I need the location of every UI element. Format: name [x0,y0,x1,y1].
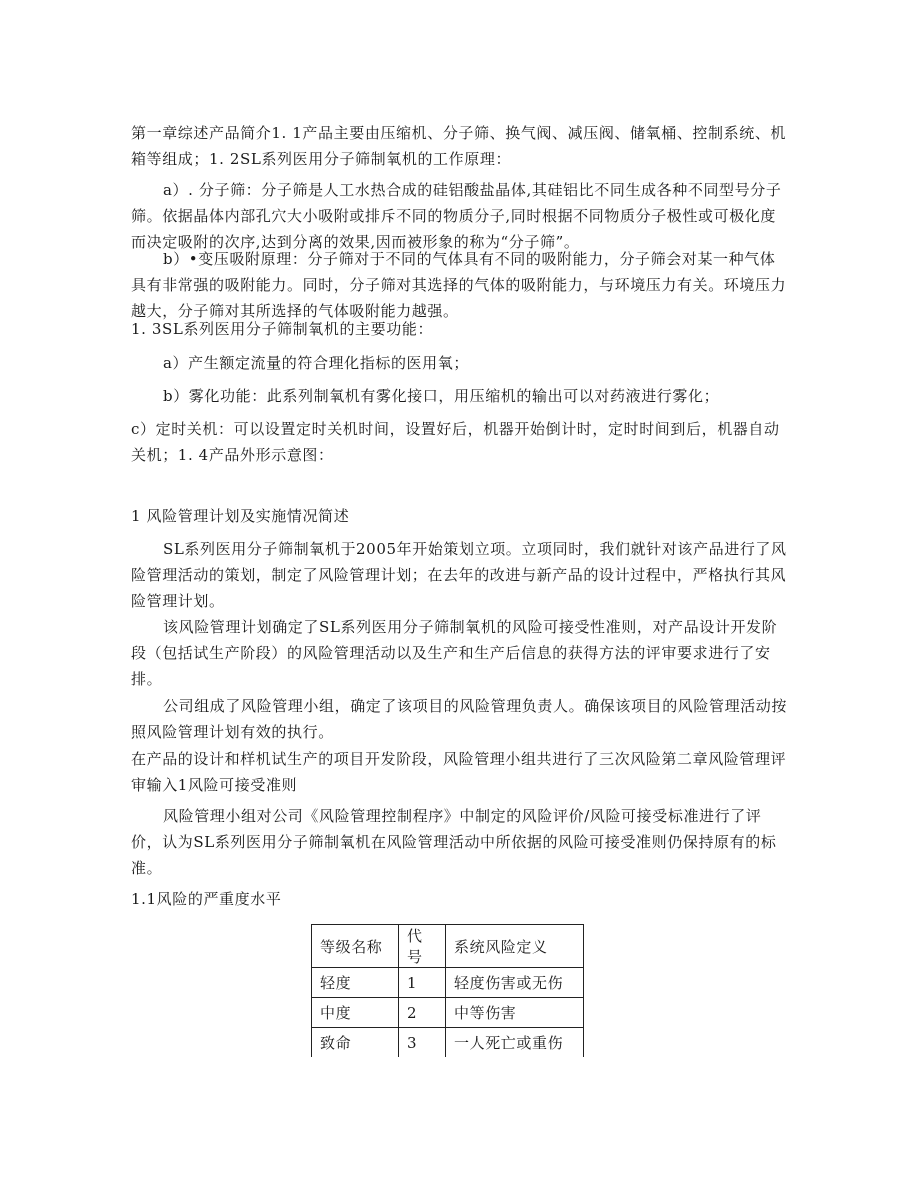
severity-table [311,924,584,1057]
molecular-sieve-paragraph: a）. 分子筛：分子筛是人工水热合成的硅铝酸盐晶体,其硅铝比不同生成各种不同型号分子筛。依据晶体内部孔穴大小吸附或排斥不同的物质分子,同时根据不同物质分子极性或可极化度而决定吸附的次序,达到分离的效果,因而被形象的称为“分子筛”。 [131,181,782,251]
table-row [312,968,584,998]
table-cell: 致命 [312,1028,399,1058]
function-b: b）雾化功能：此系列制氧机有雾化接口，用压缩机的输出可以对药液进行雾化； [163,387,720,405]
function-a: a）产生额定流量的符合理化指标的医用氧； [163,354,469,372]
table-cell: 3 [399,1028,446,1058]
table-header-cell: 系统风险定义 [446,925,584,968]
risk-plan-paragraph-1: SL系列医用分子筛制氧机于2005年开始策划立项。立项同时，我们就针对该产品进行了风险管理活动的策划，制定了风险管理计划；在去年的改进与新产品的设计过程中，严格执行其风险管理计划。 [131,540,787,610]
main-functions-heading: 1. 3SL系列医用分子筛制氧机的主要功能： [131,320,434,338]
table-header-cell: 代号 [399,925,446,968]
table-header-cell: 等级名称 [312,925,399,968]
risk-criteria-paragraph: 风险管理小组对公司《风险管理控制程序》中制定的风险评价/风险可接受标准进行了评价，认为SL系列医用分子筛制氧机在风险管理活动中所依据的风险可接受准则仍保持原有的标准。 [131,807,777,877]
section-heading-risk-plan: 1 风险管理计划及实施情况简述 [131,507,350,525]
table-cell: 中等伤害 [446,998,584,1028]
table-cell: 轻度伤害或无伤 [446,968,584,998]
severity-level-heading: 1.1风险的严重度水平 [131,890,282,908]
table-cell: 1 [399,968,446,998]
table-cell: 中度 [312,998,399,1028]
function-c: c）定时关机：可以设置定时关机时间，设置好后，机器开始倒计时，定时时间到后，机器自动关机；1. 4产品外形示意图： [131,420,780,464]
table-row [312,998,584,1028]
risk-plan-paragraph-2: 该风险管理计划确定了SL系列医用分子筛制氧机的风险可接受性准则，对产品设计开发阶段（包括试生产阶段）的风险管理活动以及生产和生产后信息的获得方法的评审要求进行了安排。 [131,618,778,688]
table-cell: 一人死亡或重伤 [446,1028,584,1058]
table-cell: 2 [399,998,446,1028]
table-cell: 轻度 [312,968,399,998]
table-row [312,1028,584,1058]
risk-plan-paragraph-4: 在产品的设计和样机试生产的项目开发阶段，风险管理小组共进行了三次风险第二章风险管理评审输入1风险可接受准则 [131,750,787,794]
table-header-row [312,925,584,968]
risk-plan-paragraph-3: 公司组成了风险管理小组，确定了该项目的风险管理负责人。确保该项目的风险管理活动按照风险管理计划有效的执行。 [131,697,788,741]
psa-principle-paragraph: b）•变压吸附原理：分子筛对于不同的气体具有不同的吸附能力，分子筛会对某一种气体具有非常强的吸附能力。同时，分子筛对其选择的气体的吸附能力，与环境压力有关。环境压力越大，分子筛对其所选择的气体吸附能力越强。 [131,250,787,320]
intro-paragraph: 第一章综述产品简介1. 1产品主要由压缩机、分子筛、换气阀、减压阀、储氧桶、控制系统、机箱等组成；1. 2SL系列医用分子筛制氧机的工作原理： [131,124,787,168]
